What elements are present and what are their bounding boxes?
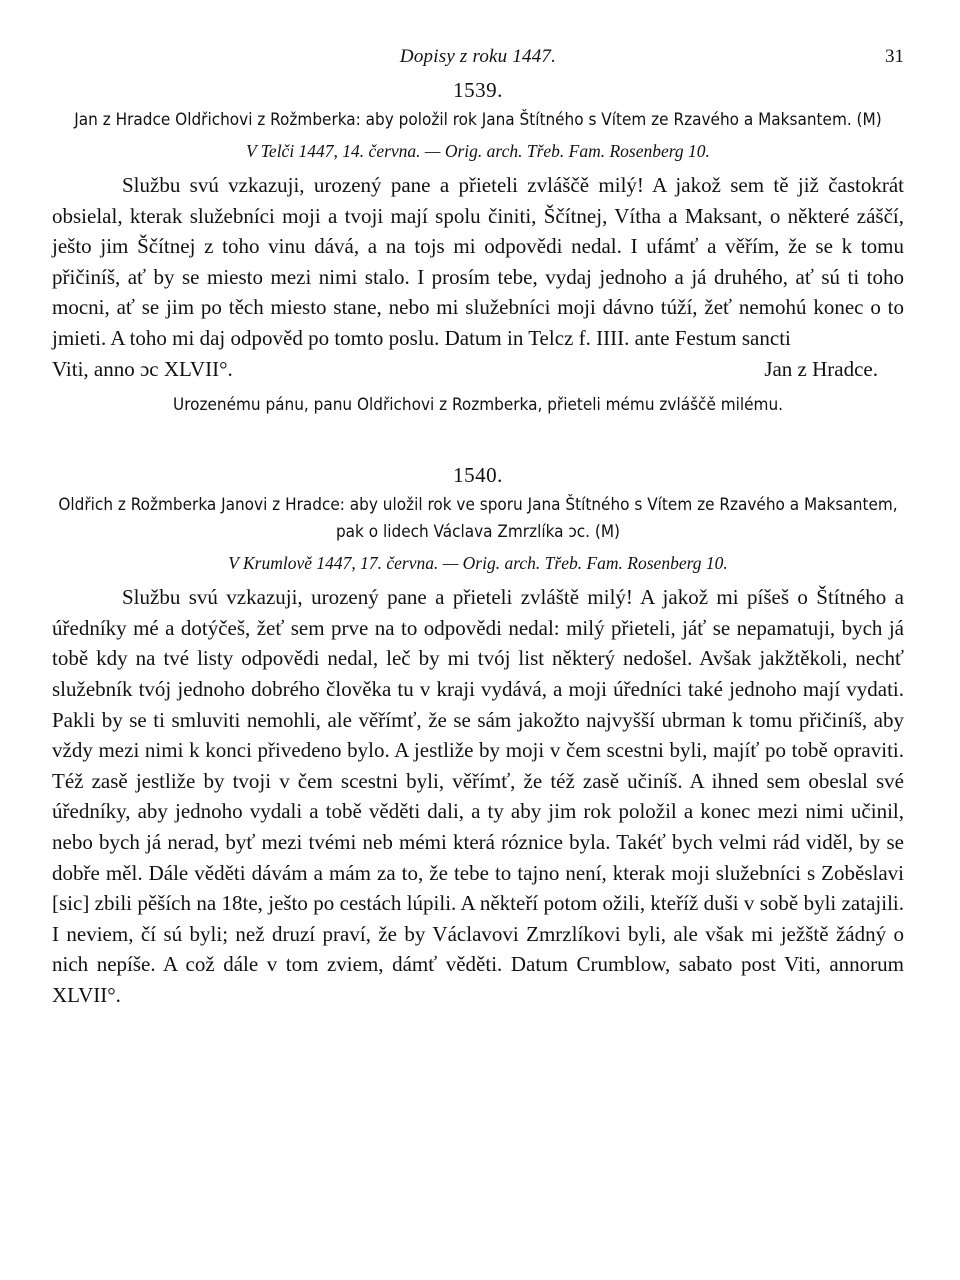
- letter-body: Službu svú vzkazuji, urozený pane a přieteli zvláščě milý! A jakož sem tě již častokrát obsielal, kterak služebníci moji a tvoji mají spolu činiti, Ščítnej, Vítha a Maksant, o některé záščí, ješto jim Ščítnej z toho vinu dává, a na tojs mi odpovědi nedal. I ufámť a věřím, že se k tomu přičiníš, ať by se miesto mezi nimi stalo. I prosím tebe, vydaj jednoho a já druhého, ať sú ti toho mocni, ať se jim po těch miesto stane, nebo mi služebníci moji dávno túží, žeť nemohú konec o to jmieti. A toho mi daj odpověd po tomto poslu. Datum in Telcz f. IIII. ante Festum sancti: [52, 173, 904, 350]
- letter-number: 1540.: [453, 463, 503, 488]
- letter-address: Urozenému pánu, panu Oldřichovi z Rozmberka, přieteli mému zvláščě milému.: [173, 395, 783, 416]
- running-title: Dopisy z roku 1447.: [399, 46, 557, 67]
- letter-heading: Jan z Hradce Oldřichovi z Rožmberka: aby položil rok Jana Štítného s Vítem ze Rzavého a Maksantem. (M): [74, 110, 882, 130]
- letter-body: Službu svú vzkazuji, urozený pane a přieteli zvláště milý! A jakož mi píšeš o Štítného a úředníky mé a dotýčeš, žeť sem prve na to odpovědi nedal: milý přieteli, jáť se nepamatuji, bych já tobě kdy na tvé listy odpovědi nedal, leč by mi tvój list některý nedošel. Avšak jakžtěkoli, nechť služebník tvój jednoho dobrého člověka tu v kraji vydává, a moji úředníci také jednoho mají vydati. Pakli by se ti smluviti nemohli, ale věřímť, že se sám jakožto najvyšší ubrman k tomu přičiníš, aby vždy mezi nimi k konci přivedeno bylo. A jestliže by moji v čem scestni byli, majíť po tobě opraviti. Též zasě jestliže by tvoji v čem scestni byli, věřímť, že též zasě učiníš. A ihned sem obeslal své úředníky, aby jednoho vydali a tobě věděti dali, a ty aby jim rok položil a konec mezi nimi učinil, nebo bych já nerad, byť mezi tvémi neb mémi která róznice byla. Takéť bych velmi rád viděl, by se dobře měl. Dále věděti dávám a mám za to, že tebe to tajno není, kterak moji služebníci s Zoběslavi [sic] zbili pěších na 18te, ješto po cestách lúpili. A někteří potom ožili, kteříž duši v sobě byli zatajili. I neviem, čí sú byli; než druzí praví, že by Václavovi Zmrzlíkovi byli, ale však mi ježště žádný o nich nepíše. A což dále v tom zviem, dámť věděti. Datum Crumblow, sabato post Viti, annorum XLVII°.: [52, 585, 904, 1007]
- section-gap: [52, 419, 904, 463]
- document-page: [52, 38, 904, 1010]
- letter-closing: Viti, anno ɔc XLVII°.: [52, 356, 233, 381]
- letter-1540: [52, 463, 904, 1010]
- letter-number: 1539.: [453, 78, 503, 102]
- letter-heading: Oldřich z Rožmberka Janovi z Hradce: aby uložil rok ve sporu Jana Štítného s Vítem ze Rzavého a Maksantem, pak o lidech Václava Zmrzlíka ɔc. (M): [58, 495, 898, 543]
- letter-signature: Jan z Hradce.: [764, 356, 878, 381]
- closing-line: [52, 354, 904, 385]
- letter-source: V Krumlově 1447, 17. června. — Orig. arch. Třeb. Fam. Rosenberg 10.: [228, 553, 728, 574]
- running-head: [52, 38, 904, 78]
- letter-1539: [52, 78, 904, 419]
- letter-source: V Telči 1447, 14. června. — Orig. arch. Třeb. Fam. Rosenberg 10.: [246, 141, 710, 161]
- page-number: 31: [885, 46, 904, 67]
